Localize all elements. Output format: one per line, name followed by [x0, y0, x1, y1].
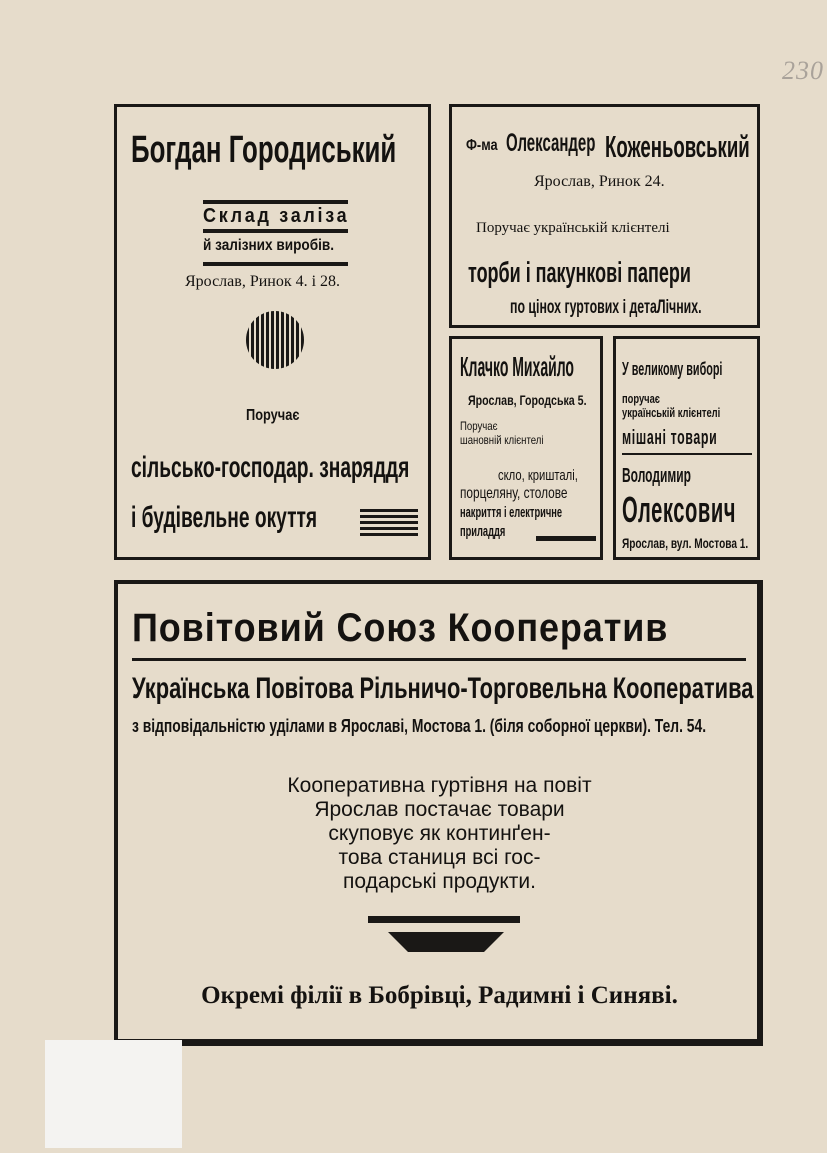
ad-klachko-name: Клачко Михайло	[460, 351, 574, 382]
ad-klachko	[449, 336, 603, 560]
ad-klachko-offers1: Поручає	[460, 419, 498, 433]
ad-cooperative	[114, 580, 763, 1046]
ad-cooperative-details: з відповідальністю уділами в Ярославі, Мостова 1. (біля соборної церкви). Тел. 54.	[132, 716, 707, 736]
ad-klachko-offers2: шановній клієнтелі	[460, 433, 544, 447]
ad-gorodyskyi-line1: Склад заліза	[203, 205, 350, 227]
ad-klachko-goods3: накриття і електричне	[460, 504, 563, 521]
ad-gorodyskyi-address: Ярослав, Ринок 4. і 28.	[185, 273, 341, 290]
ad-cooperative-title: Повітовий Союз Кооператив	[132, 606, 669, 650]
ornament-circle	[246, 311, 304, 369]
ad-gorodyskyi-line2: й залізних виробів.	[203, 237, 335, 254]
ad-cooperative-branches: Окремі філії в Бобрівці, Радимні і Синяві.	[201, 982, 678, 1009]
ad-oleksovych-first-name: Володимир	[622, 465, 691, 487]
ornament-bar-top	[368, 916, 520, 923]
ad-kozhenovskyi-first-name: Олександер	[506, 129, 596, 157]
ad-klachko-goods1: скло, кришталі,	[498, 467, 578, 484]
archive-label	[45, 1040, 182, 1148]
ad-cooperative-body5: подарські продукти.	[343, 870, 536, 893]
ad-cooperative-body4: това станиця всі гос-	[338, 846, 541, 869]
ornament-trapezoid	[388, 932, 504, 952]
ad-kozhenovskyi-address: Ярослав, Ринок 24.	[534, 173, 665, 190]
ad-kozhenovskyi-prefix: Ф-ма	[466, 137, 498, 154]
ad-klachko-address: Ярослав, Городська 5.	[468, 392, 587, 408]
ad-gorodyskyi-goods2: і будівельне окуття	[131, 501, 318, 534]
ad-cooperative-body1: Кооперативна гуртівня на повіт	[287, 774, 592, 797]
page-number: 230	[782, 56, 824, 85]
ad-klachko-goods2: порцеляну, столове	[460, 485, 568, 502]
ad-oleksovych-last-name: Олексович	[622, 489, 737, 530]
ad-oleksovych-address: Ярослав, вул. Мостова 1.	[622, 535, 749, 551]
ad-cooperative-body3: скуповує як континґен-	[328, 822, 551, 845]
ad-gorodyskyi-goods1: сільсько-господар. знаряддя	[131, 451, 410, 484]
ad-kozhenovskyi	[449, 104, 760, 328]
ad-oleksovych-headline: У великому виборі	[622, 359, 723, 379]
ad-cooperative-body2: Ярослав постачає товари	[314, 798, 565, 821]
ornament-lines	[360, 509, 418, 537]
ad-cooperative-subtitle: Українська Повітова Рільничо-Торговельна Кооператива	[132, 672, 754, 705]
ad-kozhenovskyi-last-name: Коженьовський	[605, 129, 750, 164]
ad-kozhenovskyi-goods: торби і пакункові папери	[468, 257, 691, 289]
ad-oleksovych-goods: мішані товари	[622, 427, 718, 449]
ad-klachko-goods4: приладдя	[460, 523, 506, 540]
ad-oleksovych-offers2: українській клієнтелі	[622, 405, 721, 420]
ad-kozhenovskyi-offers: Поручає українській клієнтелі	[476, 220, 670, 236]
ad-gorodyskyi-offers: Поручає	[246, 407, 300, 424]
ad-oleksovych	[613, 336, 760, 560]
ad-oleksovych-offers1: поручає	[622, 391, 660, 406]
ad-gorodyskyi	[114, 104, 431, 560]
ornament-bar	[536, 536, 596, 541]
ad-gorodyskyi-name: Богдан Городиський	[131, 129, 397, 171]
ad-kozhenovskyi-prices: по цінох гуртових і детаЛічних.	[510, 297, 702, 318]
